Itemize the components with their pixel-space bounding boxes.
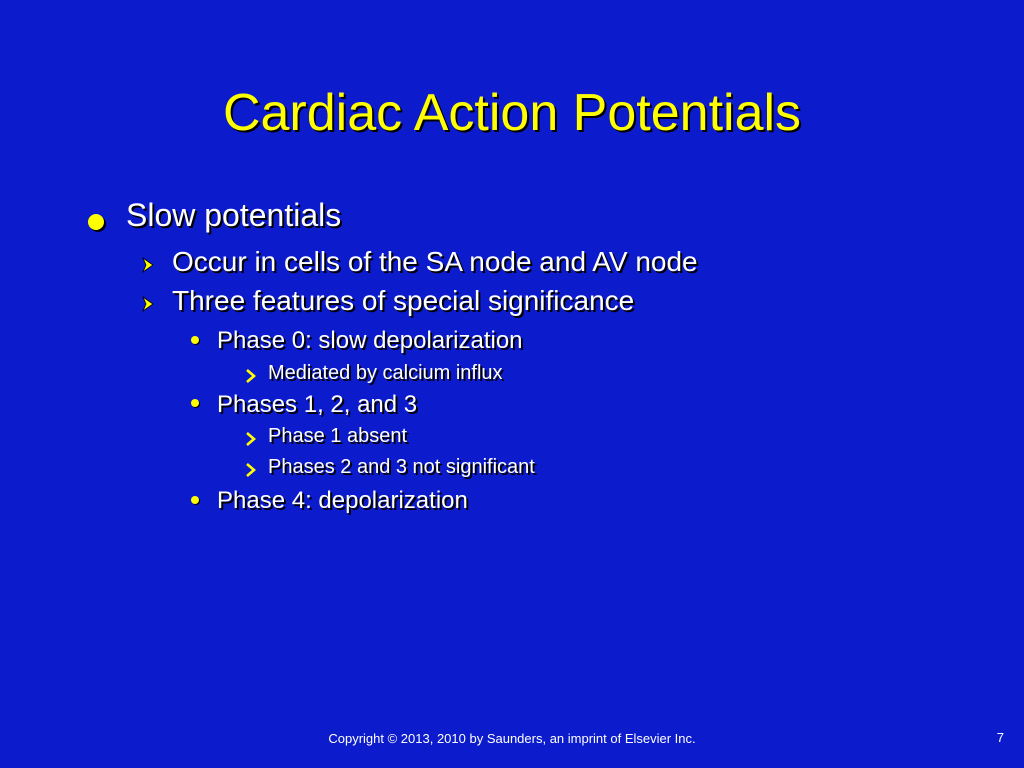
arrow-bullet-icon bbox=[140, 295, 158, 313]
bullet-text-phases-1-2-3: Phases 1, 2, and 3 bbox=[217, 391, 418, 418]
slide-title: Cardiac Action Potentials bbox=[222, 84, 802, 142]
small-dot-bullet-icon bbox=[191, 399, 199, 407]
bullet-text-phase-4: Phase 4: depolarization bbox=[217, 487, 468, 514]
chevron-bullet-icon bbox=[245, 369, 257, 383]
chevron-bullet-icon bbox=[245, 432, 257, 446]
chevron-bullet-icon bbox=[245, 463, 257, 477]
copyright-footer: Copyright © 2013, 2010 by Saunders, an imprint of Elsevier Inc. bbox=[328, 731, 696, 746]
arrow-bullet-icon bbox=[140, 256, 158, 274]
bullet-text-slow-potentials: Slow potentials bbox=[126, 197, 342, 233]
slide-number: 7 bbox=[996, 730, 1004, 745]
round-bullet-icon bbox=[88, 214, 104, 230]
bullet-text-phase-0: Phase 0: slow depolarization bbox=[217, 327, 523, 354]
small-dot-bullet-icon bbox=[191, 336, 199, 344]
bullet-text-phase-1-absent: Phase 1 absent bbox=[268, 425, 407, 447]
bullet-text-calcium-influx: Mediated by calcium influx bbox=[268, 362, 503, 384]
small-dot-bullet-icon bbox=[191, 496, 199, 504]
bullet-text-phases-2-3: Phases 2 and 3 not significant bbox=[268, 456, 535, 478]
bullet-text-three-features: Three features of special significance bbox=[172, 285, 635, 316]
bullet-text-sa-av-node: Occur in cells of the SA node and AV node bbox=[172, 246, 698, 277]
